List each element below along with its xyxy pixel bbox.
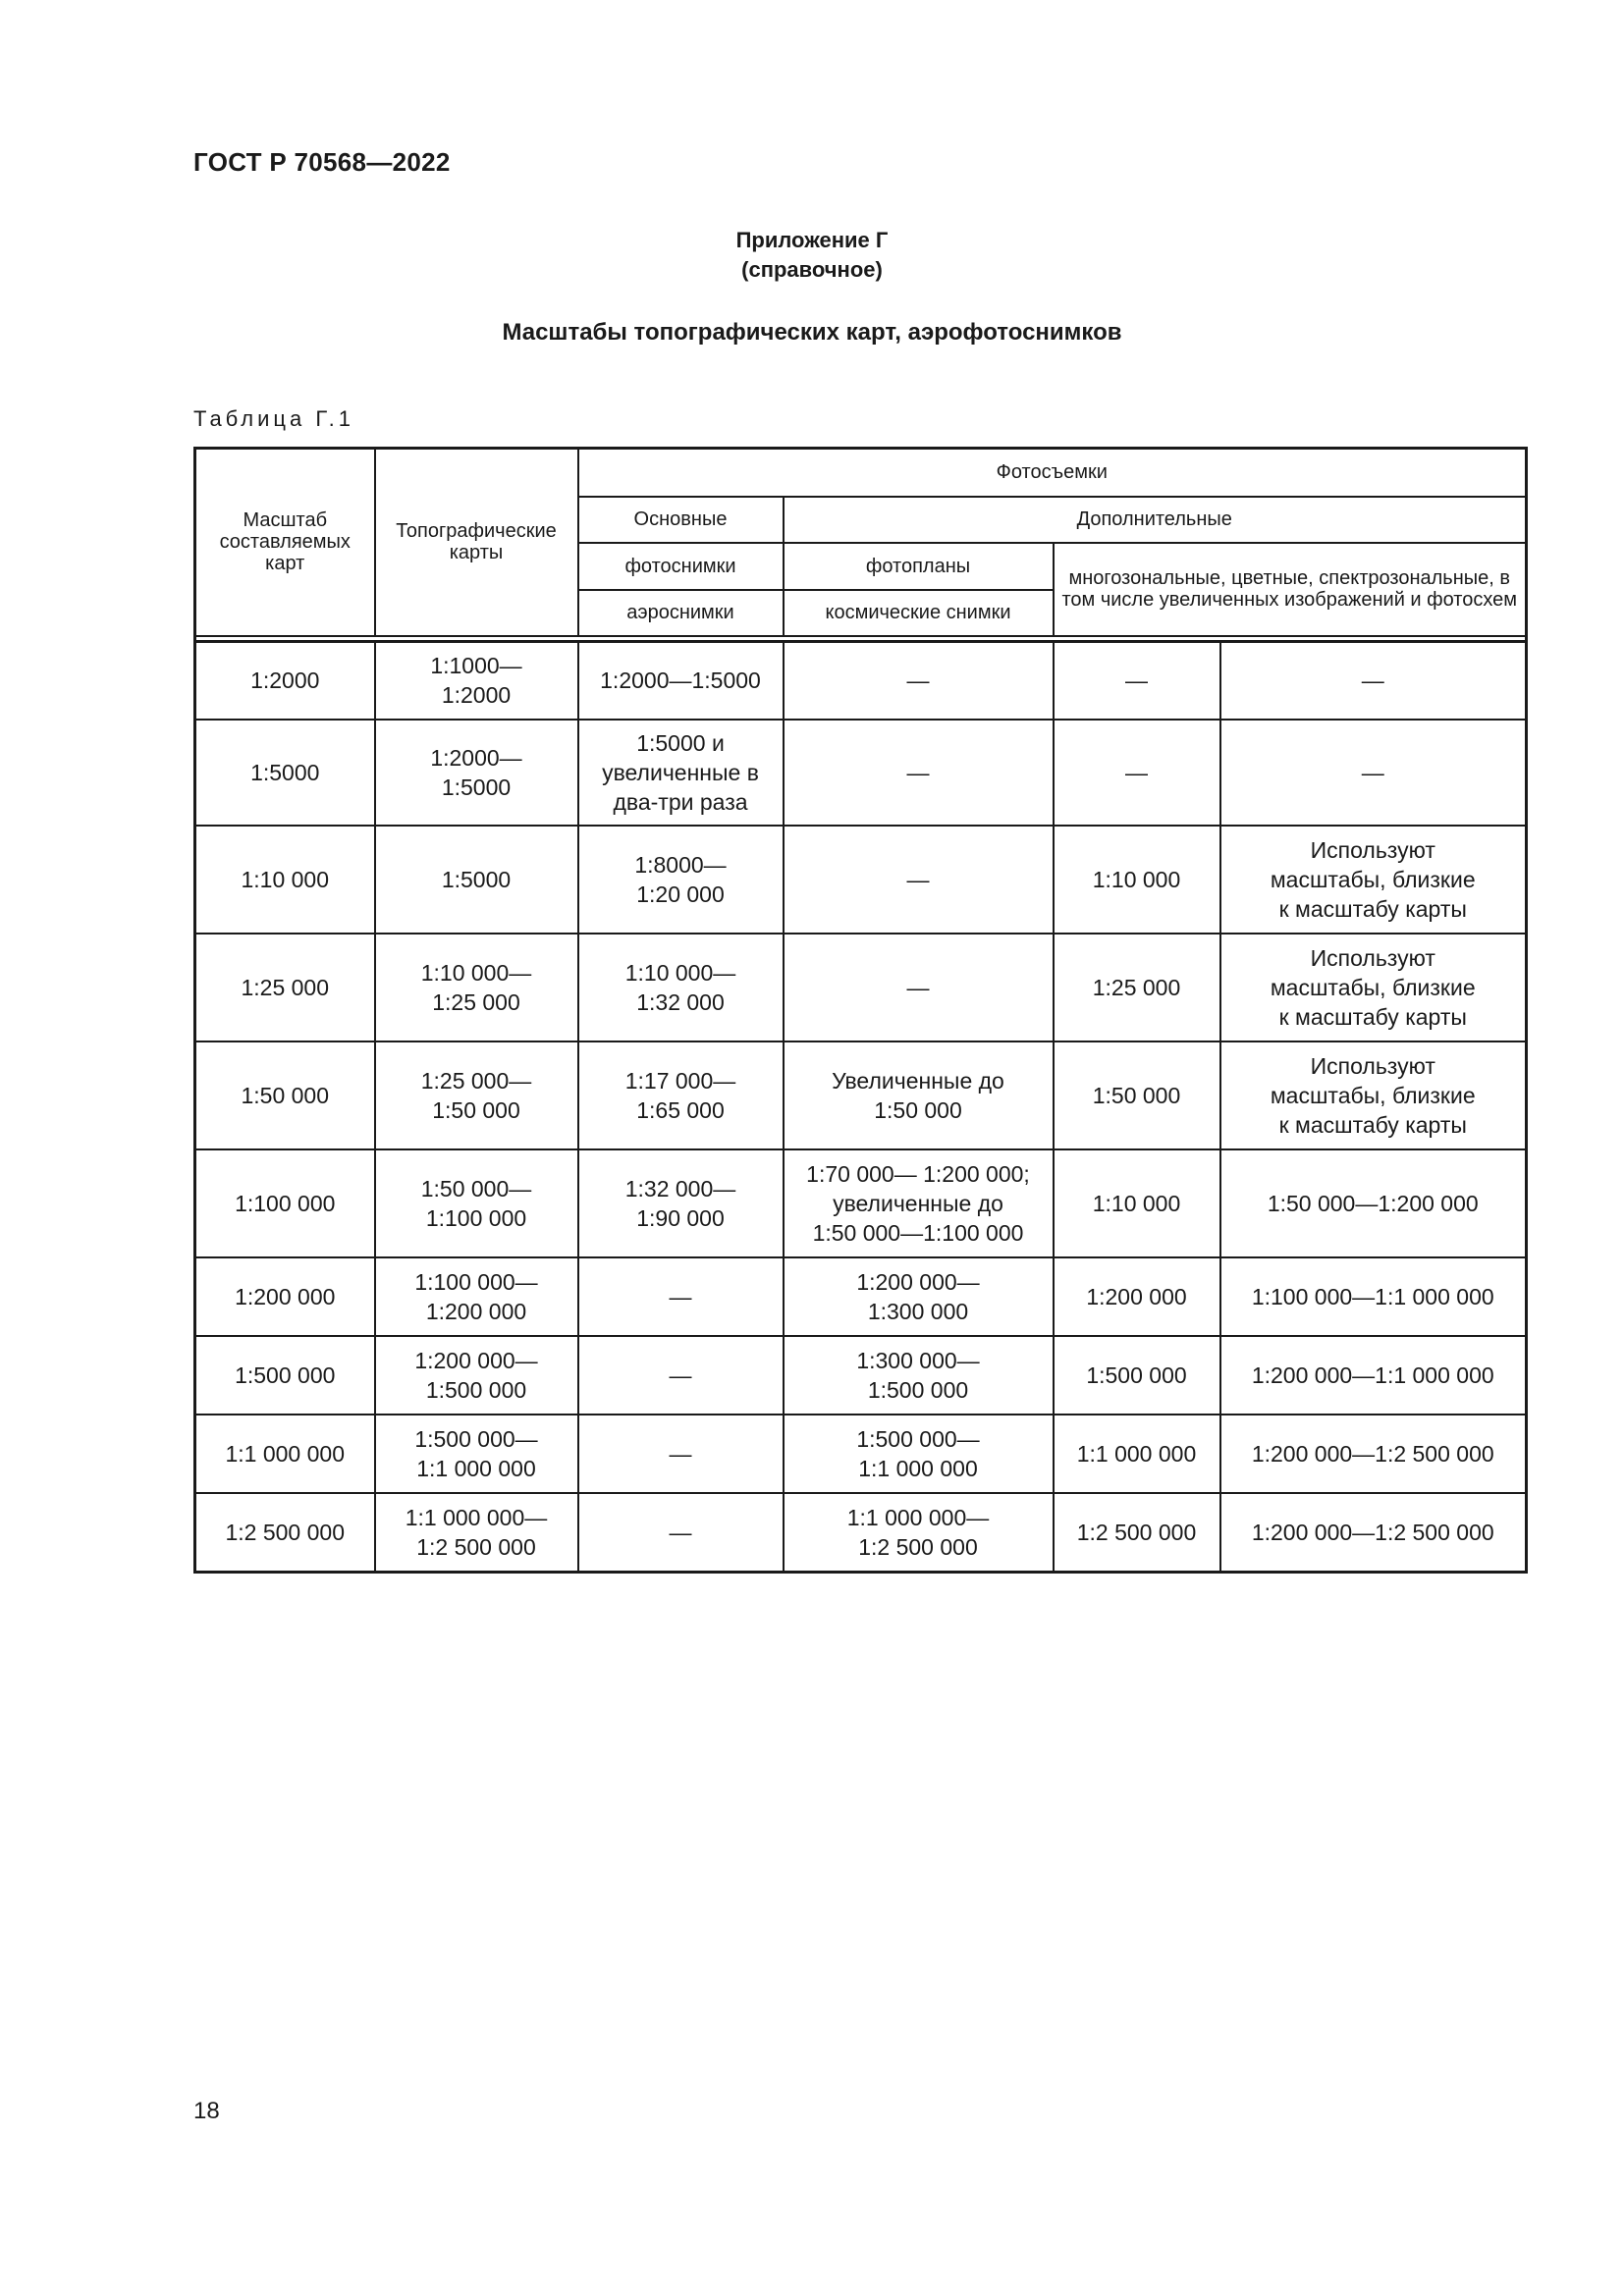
table-cell: — (1220, 641, 1527, 720)
header-topographic-maps: Топографические карты (375, 449, 578, 636)
table-cell: 1:2 500 000 (1054, 1493, 1220, 1572)
table-cell: Используют масштабы, близкие к масштабу карты (1220, 826, 1527, 934)
table-cell: 1:1 000 000— 1:2 500 000 (375, 1493, 578, 1572)
table-cell: 1:500 000 (195, 1336, 375, 1415)
table-cell: 1:1 000 000 (1054, 1415, 1220, 1493)
table-cell: — (1220, 720, 1527, 826)
header-multizone: многозональные, цветные, спектрозональные, в том числе увеличенных изображений и фотосхем (1054, 543, 1527, 636)
table-cell: Увеличенные до 1:50 000 (784, 1041, 1054, 1149)
table-cell: — (784, 934, 1054, 1041)
table-row (195, 1493, 1527, 1572)
table-cell: 1:200 000 (195, 1257, 375, 1336)
table-cell: 1:2000— 1:5000 (375, 720, 578, 826)
table-cell: 1:100 000 (195, 1149, 375, 1257)
table-body (195, 641, 1527, 1572)
table-cell: 1:8000— 1:20 000 (578, 826, 784, 934)
table-cell: 1:50 000— 1:100 000 (375, 1149, 578, 1257)
table-cell: — (784, 641, 1054, 720)
table-row (195, 934, 1527, 1041)
table-cell: 1:10 000— 1:32 000 (578, 934, 784, 1041)
table-cell: 1:5000 и увеличенные в два-три раза (578, 720, 784, 826)
table-cell: 1:1 000 000— 1:2 500 000 (784, 1493, 1054, 1572)
table-cell: 1:50 000 (195, 1041, 375, 1149)
header-photo-images: фотоснимки (578, 543, 784, 590)
table-cell: — (578, 1336, 784, 1415)
header-photoplans: фотопланы (784, 543, 1054, 590)
appendix-title: Масштабы топографических карт, аэрофотоснимков (502, 319, 1122, 346)
table-cell: 1:25 000— 1:50 000 (375, 1041, 578, 1149)
table-cell: 1:1000— 1:2000 (375, 641, 578, 720)
page-number: 18 (193, 2098, 220, 2124)
table-cell: 1:2000 (195, 641, 375, 720)
table-cell: 1:10 000 (1054, 826, 1220, 934)
appendix-label: Приложение Г (735, 228, 889, 252)
table-row (195, 1149, 1527, 1257)
table-cell: 1:200 000—1:1 000 000 (1220, 1336, 1527, 1415)
table-cell: — (1054, 641, 1220, 720)
table-cell: Используют масштабы, близкие к масштабу карты (1220, 1041, 1527, 1149)
table-cell: 1:100 000—1:1 000 000 (1220, 1257, 1527, 1336)
table-cell: 1:32 000— 1:90 000 (578, 1149, 784, 1257)
table-cell: Используют масштабы, близкие к масштабу карты (1220, 934, 1527, 1041)
table-label: Таблица Г.1 (193, 406, 354, 431)
header-additional: Дополнительные (784, 497, 1527, 543)
table-cell: 1:500 000 (1054, 1336, 1220, 1415)
table-cell: 1:300 000— 1:500 000 (784, 1336, 1054, 1415)
table-cell: 1:200 000 (1054, 1257, 1220, 1336)
table-cell: 1:1 000 000 (195, 1415, 375, 1493)
table-cell: 1:200 000— 1:300 000 (784, 1257, 1054, 1336)
document-code: ГОСТ Р 70568—2022 (193, 147, 451, 177)
table-row (195, 1257, 1527, 1336)
table-cell: 1:2 500 000 (195, 1493, 375, 1572)
scale-table (193, 447, 1528, 1574)
table-cell: — (1054, 720, 1220, 826)
table-row (195, 1336, 1527, 1415)
table-row (195, 641, 1527, 720)
table-cell: 1:10 000 (195, 826, 375, 934)
table-cell: 1:50 000—1:200 000 (1220, 1149, 1527, 1257)
table-cell: 1:200 000—1:2 500 000 (1220, 1493, 1527, 1572)
table-cell: 1:10 000— 1:25 000 (375, 934, 578, 1041)
table-cell: — (578, 1415, 784, 1493)
table-cell: 1:17 000— 1:65 000 (578, 1041, 784, 1149)
table-cell: 1:5000 (195, 720, 375, 826)
table-cell: 1:10 000 (1054, 1149, 1220, 1257)
table-cell: 1:200 000— 1:500 000 (375, 1336, 578, 1415)
table-cell: — (578, 1257, 784, 1336)
appendix-heading (0, 226, 1624, 285)
table-cell: — (784, 720, 1054, 826)
appendix-type: (справочное) (741, 257, 883, 282)
header-photo-surveys: Фотосъемки (578, 449, 1527, 497)
table-cell: 1:500 000— 1:1 000 000 (375, 1415, 578, 1493)
table-cell: 1:70 000— 1:200 000; увеличенные до 1:50 000—1:100 000 (784, 1149, 1054, 1257)
table-cell: 1:25 000 (195, 934, 375, 1041)
table-row (195, 720, 1527, 826)
table-cell: 1:2000—1:5000 (578, 641, 784, 720)
table-cell: 1:500 000— 1:1 000 000 (784, 1415, 1054, 1493)
table-cell: 1:100 000— 1:200 000 (375, 1257, 578, 1336)
header-aerial-images: аэроснимки (578, 590, 784, 636)
table-cell: — (578, 1493, 784, 1572)
table-row (195, 826, 1527, 934)
table-row (195, 1415, 1527, 1493)
table-cell: 1:200 000—1:2 500 000 (1220, 1415, 1527, 1493)
table-cell: — (784, 826, 1054, 934)
header-scale: Масштаб составляемых карт (195, 449, 375, 636)
table-cell: 1:5000 (375, 826, 578, 934)
table-cell: 1:50 000 (1054, 1041, 1220, 1149)
header-main: Основные (578, 497, 784, 543)
table-row (195, 1041, 1527, 1149)
table-cell: 1:25 000 (1054, 934, 1220, 1041)
header-space-images: космические снимки (784, 590, 1054, 636)
